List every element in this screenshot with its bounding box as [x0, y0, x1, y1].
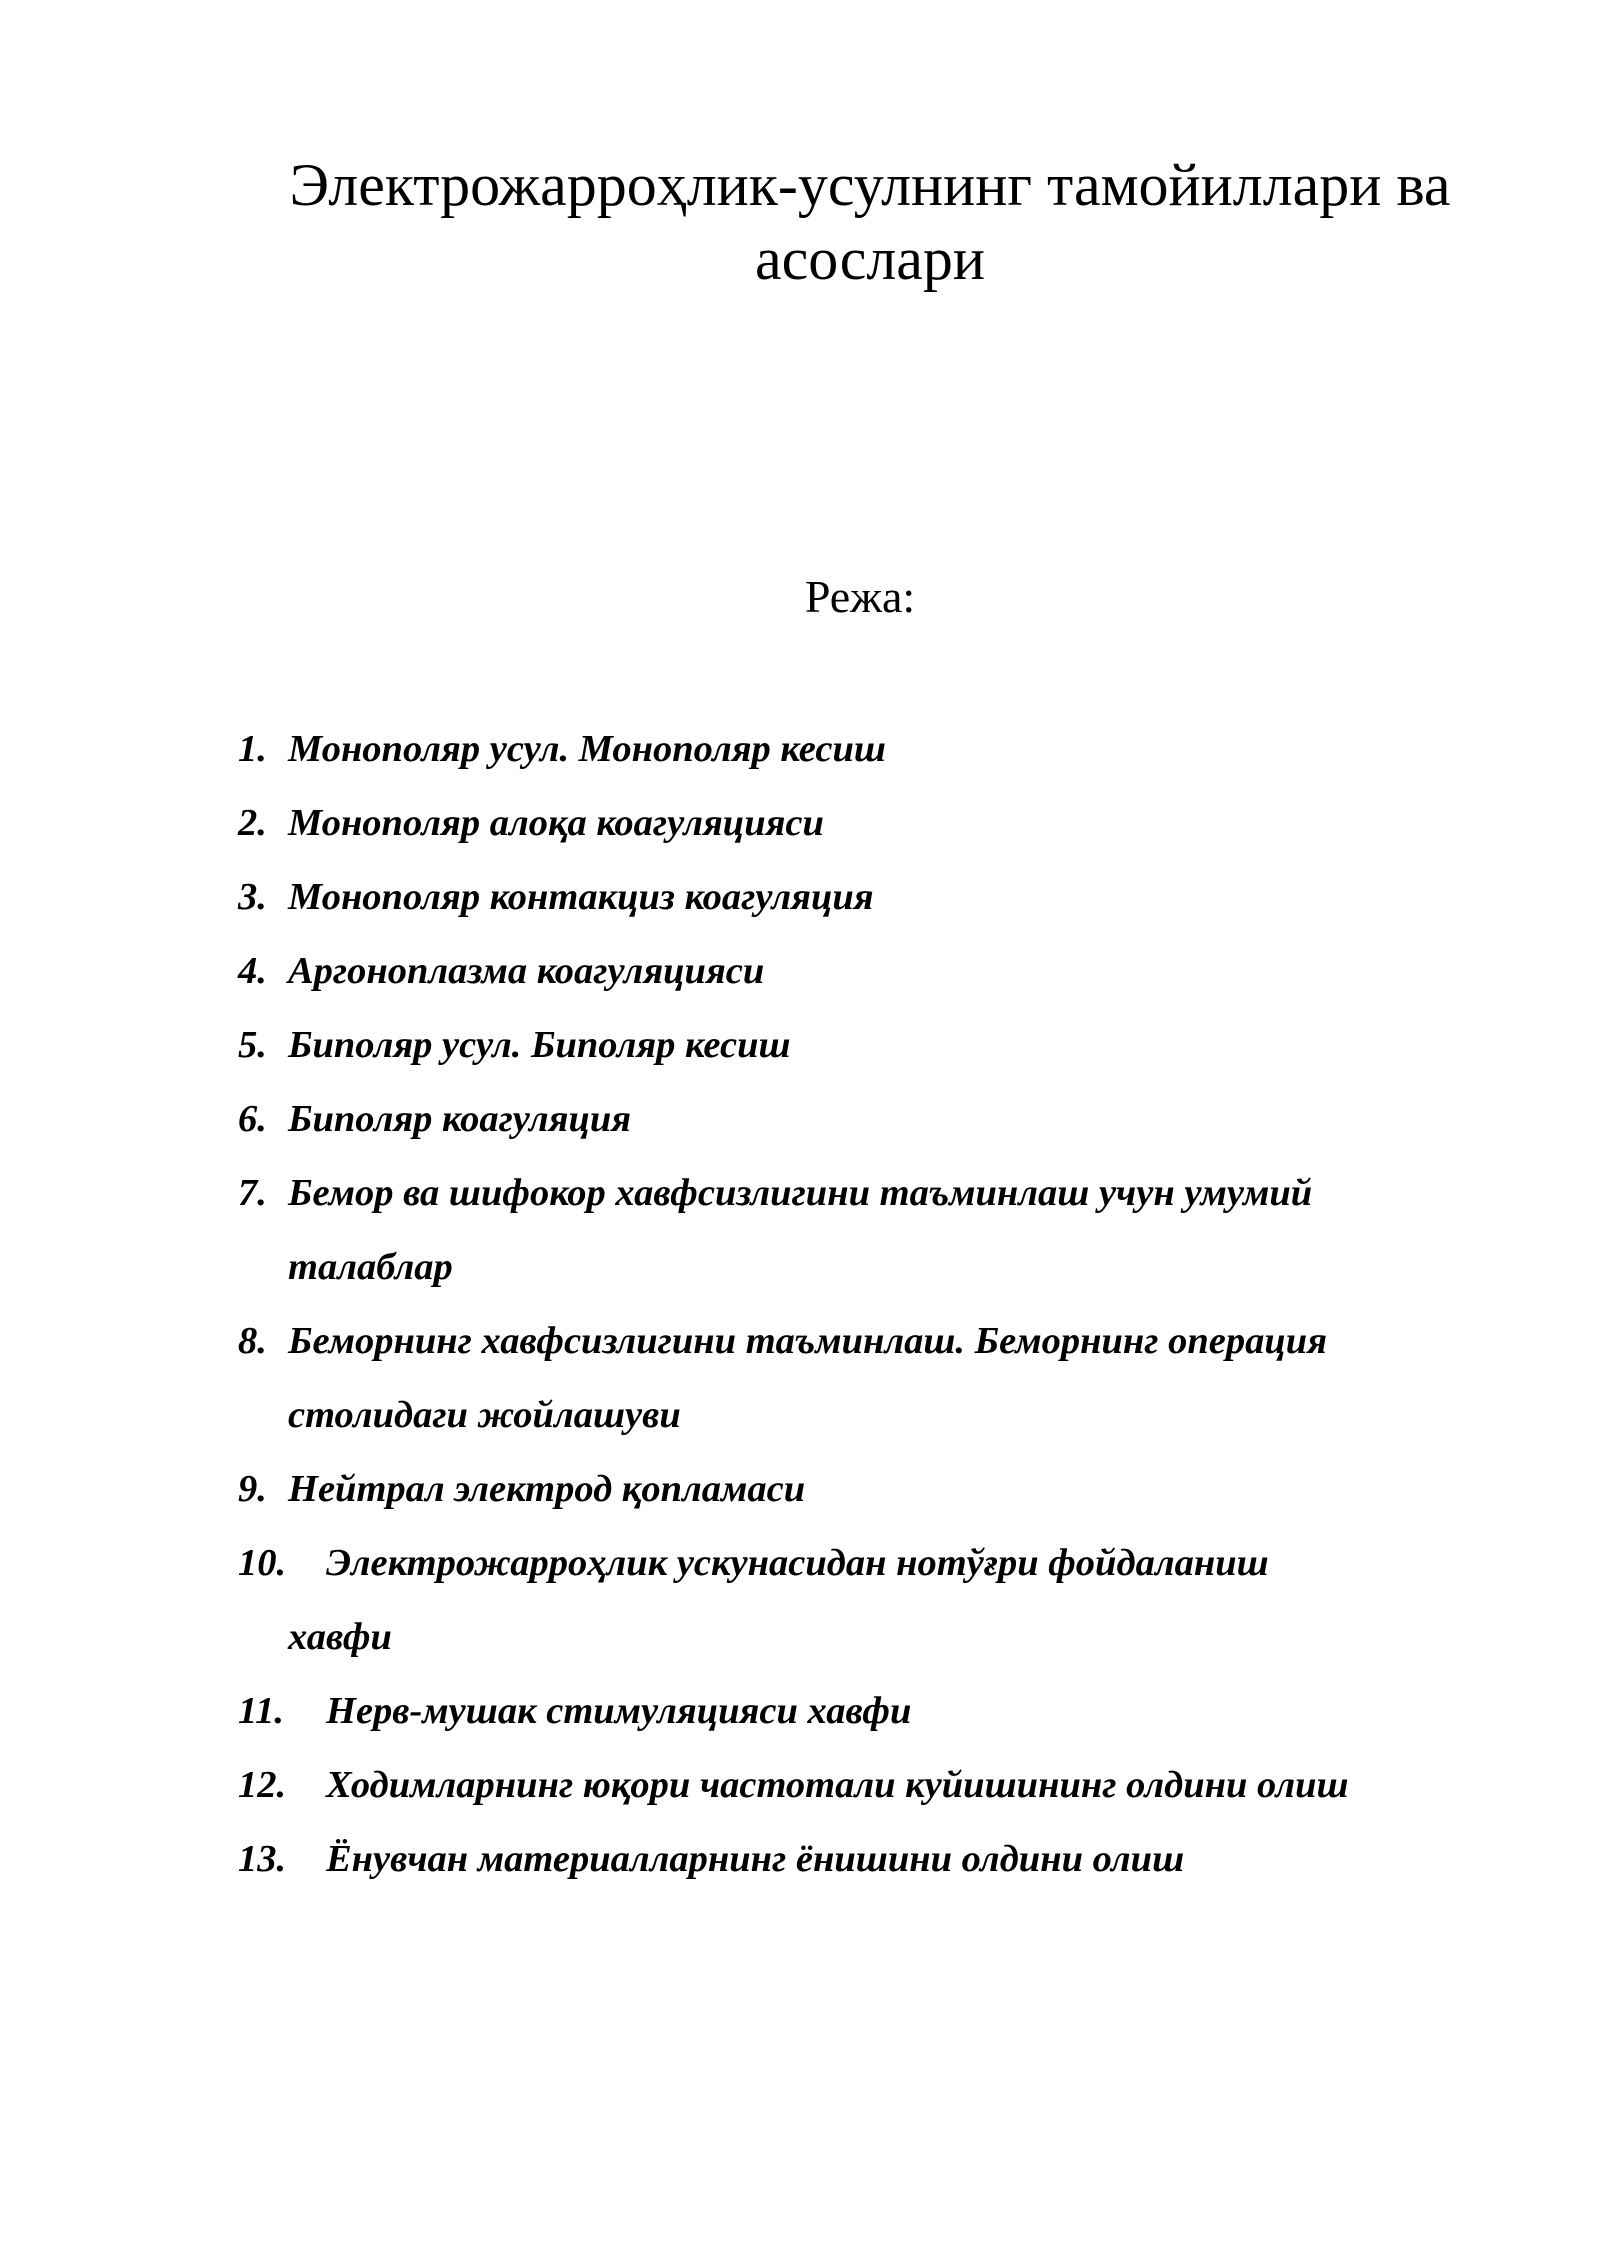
item-text	[288, 1452, 1538, 1526]
plan-item-9	[238, 1452, 1538, 1526]
item-text	[288, 1008, 1538, 1082]
plan-item-5	[238, 1008, 1538, 1082]
item-text	[288, 860, 1538, 934]
item-line: Биполяр усул. Биполяр кесиш	[288, 1024, 791, 1066]
item-number: 3.	[238, 876, 267, 918]
item-text	[288, 934, 1538, 1008]
item-text	[288, 1156, 1538, 1304]
item-line: Ёнувчан материалларнинг ёнишини олдини олиш	[326, 1838, 1185, 1880]
document-title	[240, 148, 1500, 296]
item-text	[288, 712, 1538, 786]
item-line: хавфи	[288, 1616, 392, 1658]
item-line: Беморнинг хавфсизлигини таъминлаш. Беморнинг операция	[288, 1320, 1328, 1362]
item-line: Биполяр коагуляция	[288, 1098, 632, 1140]
item-number: 8.	[238, 1320, 267, 1362]
item-line: Аргоноплазма коагуляцияси	[288, 950, 765, 992]
item-line: Нерв-мушак стимуляцияси хавфи	[326, 1690, 912, 1732]
item-number: 12.	[238, 1764, 287, 1806]
item-text	[326, 1674, 1538, 1748]
item-line: столидаги жойлашуви	[288, 1394, 681, 1436]
plan-item-6	[238, 1082, 1538, 1156]
item-text	[326, 1748, 1538, 1822]
plan-item-10	[238, 1526, 1538, 1674]
item-line: талаблар	[288, 1246, 453, 1288]
plan-heading: Режа:	[804, 571, 916, 622]
item-number: 4.	[238, 950, 267, 992]
item-number: 13.	[238, 1838, 287, 1880]
item-line: Бемор ва шифокор хавфсизлигини таъминлаш учун умумий	[288, 1172, 1313, 1214]
item-line: Монополяр усул. Монополяр кесиш	[288, 728, 886, 770]
plan-list	[238, 712, 1538, 1896]
plan-item-12	[238, 1748, 1538, 1822]
item-number: 11.	[238, 1690, 285, 1732]
plan-item-2	[238, 786, 1538, 860]
plan-item-7	[238, 1156, 1538, 1304]
item-number: 5.	[238, 1024, 267, 1066]
item-number: 9.	[238, 1468, 267, 1510]
title-line: асослари	[754, 226, 986, 292]
item-number: 7.	[238, 1172, 267, 1214]
item-line: Монополяр контакциз коагуляция	[288, 876, 874, 918]
item-number: 6.	[238, 1098, 267, 1140]
title-line: Электрожарроҳлик-усулнинг тамойиллари ва	[289, 152, 1451, 218]
plan-item-13	[238, 1822, 1538, 1896]
item-text	[288, 1526, 1538, 1674]
plan-item-3	[238, 860, 1538, 934]
item-line: Нейтрал электрод қопламаси	[288, 1468, 806, 1510]
item-text	[326, 1822, 1538, 1896]
plan-item-4	[238, 934, 1538, 1008]
plan-item-1	[238, 712, 1538, 786]
item-line: Ходимларнинг юқори частотали куйишининг олдини олиш	[326, 1764, 1349, 1806]
item-number: 10.	[238, 1542, 287, 1584]
plan-item-11	[238, 1674, 1538, 1748]
item-text	[288, 1082, 1538, 1156]
item-line: Электрожарроҳлик ускунасидан нотўғри фойдаланиш	[326, 1542, 1269, 1584]
item-line: Монополяр алоқа коагуляцияси	[288, 802, 824, 844]
item-text	[288, 786, 1538, 860]
item-text	[288, 1304, 1538, 1452]
plan-item-8	[238, 1304, 1538, 1452]
item-number: 1.	[238, 728, 267, 770]
item-number: 2.	[238, 802, 267, 844]
